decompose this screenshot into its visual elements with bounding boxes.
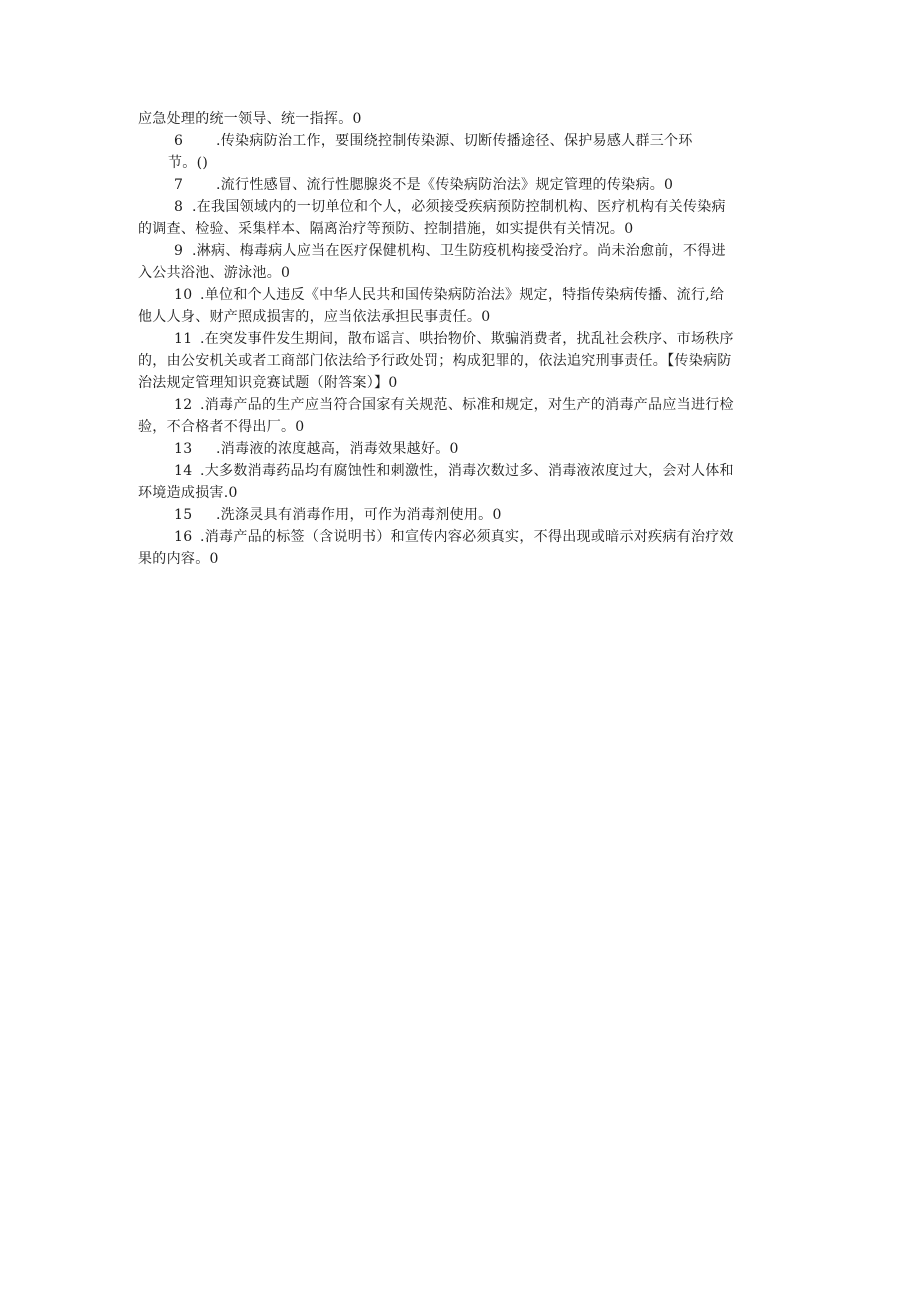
line-text: 节。() <box>168 155 209 171</box>
line-text: 他人人身、财产照成损害的，应当依法承担民事责任。0 <box>138 309 491 325</box>
question-text: .淋病、梅毒病人应当在医疗保健机构、卫生防疫机构接受治疗。尚未治愈前，不得进 <box>192 243 726 259</box>
question-9 <box>138 240 786 262</box>
question-number: 13 <box>174 441 193 457</box>
text-line <box>138 350 786 372</box>
question-text: .流行性感冒、流行性腮腺炎不是《传染病防治法》规定管理的传染病。0 <box>216 177 674 193</box>
question-text: .在突发事件发生期间，散布谣言、哄抬物价、欺骗消费者，扰乱社会秩序、市场秩序 <box>200 331 734 347</box>
question-7 <box>138 174 786 196</box>
line-text: 环境造成损害.0 <box>138 485 238 501</box>
line-text: 果的内容。0 <box>138 551 219 567</box>
question-text: .洗涤灵具有消毒作用，可作为消毒剂使用。0 <box>216 507 502 523</box>
question-number: 9 <box>174 243 184 259</box>
line-text: 入公共浴池、游泳池。0 <box>138 265 291 281</box>
text-line <box>138 548 786 570</box>
text-line <box>138 372 786 394</box>
line-text: 的调查、检验、采集样本、隔离治疗等预防、控制措施，如实提供有关情况。0 <box>138 221 634 237</box>
question-number: 8 <box>174 199 184 215</box>
question-text: .大多数消毒药品均有腐蚀性和刺激性，消毒次数过多、消毒液浓度过大，会对人体和 <box>200 463 734 479</box>
question-10 <box>138 284 786 306</box>
question-number: 11 <box>174 331 193 347</box>
document-body <box>138 108 786 570</box>
question-text: .消毒液的浓度越高，消毒效果越好。0 <box>216 441 459 457</box>
question-14 <box>138 460 786 482</box>
question-number: 14 <box>174 463 193 479</box>
question-16 <box>138 526 786 548</box>
question-11 <box>138 328 786 350</box>
text-line <box>138 482 786 504</box>
line-text: 验，不合格者不得出厂。0 <box>138 419 305 435</box>
question-number: 10 <box>174 287 193 303</box>
question-number: 12 <box>174 397 193 413</box>
text-line <box>138 152 786 174</box>
question-number: 7 <box>174 177 184 193</box>
line-text: 治法规定管理知识竞赛试题（附答案）】0 <box>138 375 398 391</box>
question-text: .单位和个人违反《中华人民共和国传染病防治法》规定，特指传染病传播、流行,给 <box>200 287 725 303</box>
question-15 <box>138 504 786 526</box>
question-number: 6 <box>174 133 184 149</box>
question-6 <box>138 130 786 152</box>
text-line <box>138 416 786 438</box>
question-number: 16 <box>174 529 193 545</box>
line-text: 的，由公安机关或者工商部门依法给予行政处罚；构成犯罪的，依法追究刑事责任。【传染病防 <box>138 353 732 369</box>
question-12 <box>138 394 786 416</box>
text-line <box>138 306 786 328</box>
text-line <box>138 108 786 130</box>
text-line <box>138 218 786 240</box>
question-8 <box>138 196 786 218</box>
text-line <box>138 262 786 284</box>
question-13 <box>138 438 786 460</box>
line-text: 应急处理的统一领导、统一指挥。0 <box>138 111 362 127</box>
question-text: .在我国领域内的一切单位和个人，必须接受疾病预防控制机构、医疗机构有关传染病 <box>192 199 726 215</box>
question-text: .消毒产品的生产应当符合国家有关规范、标准和规定，对生产的消毒产品应当进行检 <box>200 397 734 413</box>
question-text: .消毒产品的标签（含说明书）和宣传内容必须真实，不得出现或暗示对疾病有治疗效 <box>200 529 734 545</box>
question-number: 15 <box>174 507 193 523</box>
question-text: .传染病防治工作，要围绕控制传染源、切断传播途径、保护易感人群三个环 <box>216 133 693 149</box>
